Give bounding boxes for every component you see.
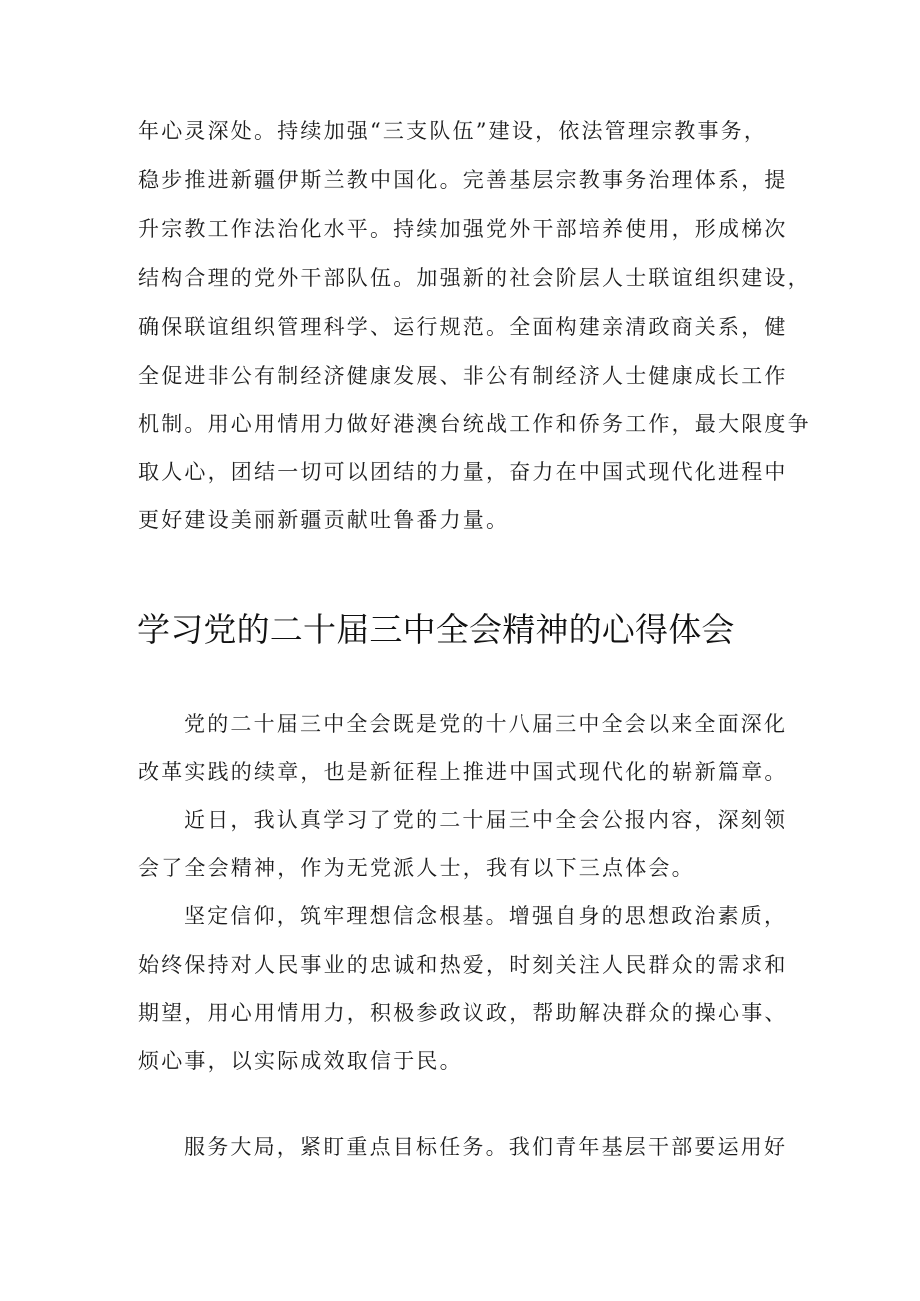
text-line: 机制。用心用情用力做好港澳台统战工作和侨务工作，最大限度争 xyxy=(138,412,811,436)
text-line: 烦心事，以实际成效取信于民。 xyxy=(138,1049,463,1073)
text-line: 稳步推进新疆伊斯兰教中国化。完善基层宗教事务治理体系，提 xyxy=(138,168,788,192)
text-line: 党的二十届三中全会既是党的十八届三中全会以来全面深化 xyxy=(184,712,788,736)
text-line: 近日，我认真学习了党的二十届三中全会公报内容，深刻领 xyxy=(184,808,788,832)
text-line: 服务大局，紧盯重点目标任务。我们青年基层干部要运用好 xyxy=(184,1135,788,1159)
text-line: 结构合理的党外干部队伍。加强新的社会阶层人士联谊组织建设， xyxy=(138,266,811,290)
text-line: 取人心，团结一切可以团结的力量，奋力在中国式现代化进程中 xyxy=(138,460,788,484)
text-line: 年心灵深处。持续加强“三支队伍”建设，依法管理宗教事务， xyxy=(138,119,768,143)
text-line: 会了全会精神，作为无党派人士，我有以下三点体会。 xyxy=(138,856,695,880)
text-line: 确保联谊组织管理科学、运行规范。全面构建亲清政商关系，健 xyxy=(138,315,788,339)
text-line: 改革实践的续章，也是新征程上推进中国式现代化的崭新篇章。 xyxy=(138,760,788,784)
section-title: 学习党的二十届三中全会精神的心得体会 xyxy=(137,610,735,649)
text-line: 坚定信仰，筑牢理想信念根基。增强自身的思想政治素质， xyxy=(184,904,788,928)
text-line: 更好建设美丽新疆贡献吐鲁番力量。 xyxy=(138,508,510,532)
text-line: 始终保持对人民事业的忠诚和热爱，时刻关注人民群众的需求和 xyxy=(138,953,788,977)
text-line: 升宗教工作法治化水平。持续加强党外干部培养使用，形成梯次 xyxy=(138,217,788,241)
text-line: 全促进非公有制经济健康发展、非公有制经济人士健康成长工作 xyxy=(138,364,788,388)
text-line: 期望，用心用情用力，积极参政议政，帮助解决群众的操心事、 xyxy=(138,1001,788,1025)
